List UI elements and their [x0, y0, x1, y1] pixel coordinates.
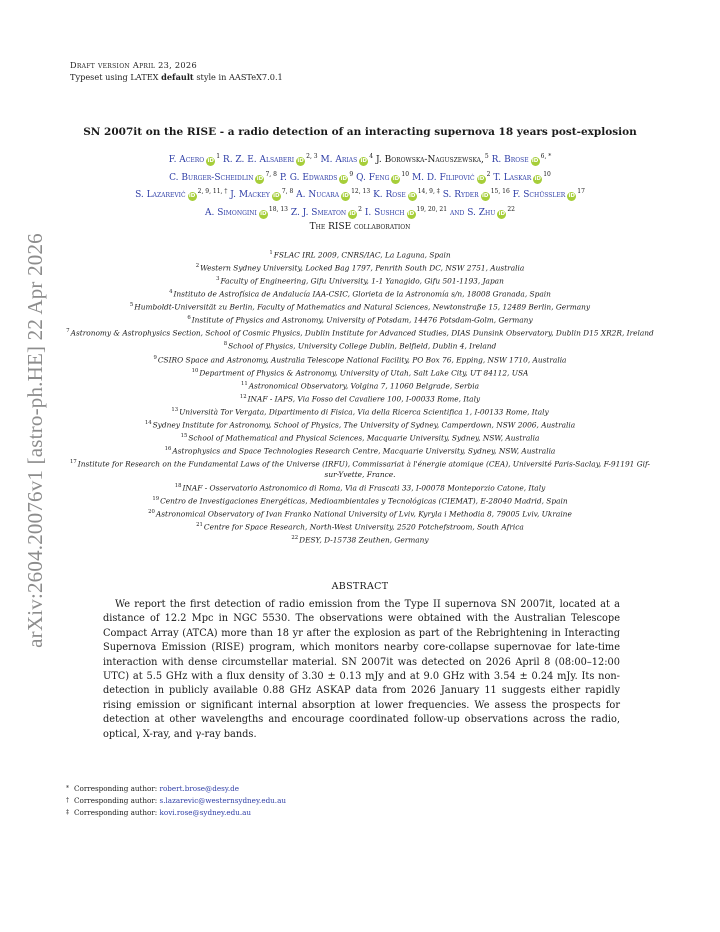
typeset-latex: ATEX	[135, 71, 159, 82]
author-line	[62, 168, 658, 186]
author-affiliation-mark: 2	[358, 205, 362, 213]
arxiv-identifier[interactable]: arXiv:2604.20076v1 [astro-ph.HE] 22 Apr 2026	[22, 232, 47, 648]
affiliation-item	[66, 418, 654, 431]
affiliation-item	[66, 507, 654, 520]
affiliation-text: Institute for Research on the Fundamental Laws of the Universe (IRFU), Commissariat à l'énergie atomique (CEA), Université Paris-Saclay, F-91191 Gif-sur-Yvette, France.	[77, 459, 650, 480]
affiliation-number: 9	[153, 354, 157, 361]
affiliation-text: Astrophysics and Space Technologies Research Centre, Macquarie University, Sydney, NSW, Australia	[172, 446, 556, 456]
orcid-icon[interactable]: iD	[481, 193, 489, 199]
affiliation-text: Astronomy & Astrophysics Section, School of Cosmic Physics, Dublin Institute for Advanced Studies, DIAS Dunsink Observatory, Dublin D15 XR2R, Ireland	[70, 328, 654, 338]
author-affiliation-mark: 14, 9, ‡	[417, 188, 440, 195]
author-name[interactable]: M. Arias	[320, 155, 358, 165]
affiliation-item	[66, 261, 654, 274]
abstract-heading: ABSTRACT	[331, 581, 389, 592]
affiliation-number: 12	[239, 393, 247, 400]
orcid-icon[interactable]: iD	[188, 193, 196, 199]
affiliation-text: Astronomical Observatory, Volgina 7, 11060 Belgrade, Serbia	[248, 381, 480, 391]
author-affiliation-mark: 1	[216, 153, 221, 160]
affiliation-text: CSIRO Space and Astronomy, Australia Telescope National Facility, PO Box 76, Epping, NSW 1710, Australia	[157, 354, 567, 364]
affiliation-number: 20	[148, 508, 155, 515]
affiliation-text: School of Mathematical and Physical Sciences, Macquarie University, Sydney, NSW, Australia	[188, 433, 540, 443]
author-affiliation-mark: 18, 13	[268, 205, 288, 213]
affiliation-item	[66, 431, 654, 444]
author-affiliation-mark: 19, 20, 21	[416, 205, 448, 213]
affiliation-text: Department of Physics & Astronomy, University of Utah, Salt Lake City, UT 84112, USA	[199, 368, 529, 378]
author-name[interactable]: M. D. Filipović	[411, 172, 475, 183]
author-name[interactable]: T. Laskar	[493, 172, 532, 183]
author-affiliation-mark: 5	[484, 153, 489, 160]
affiliation-number: 6	[187, 315, 191, 322]
affiliation-item	[66, 353, 654, 366]
affiliation-text: Centre for Space Research, North-West University, 2520 Potchefstroom, South Africa	[203, 522, 524, 532]
author-name[interactable]: F. Schüssler	[512, 190, 566, 200]
affiliation-text: Humboldt-Universität zu Berlin, Faculty of Mathematics and Natural Sciences, Newtonstraße 15, 12489 Berlin, Germany	[134, 302, 591, 312]
affiliation-number: 17	[70, 459, 77, 465]
author-name[interactable]: F. Acero	[168, 155, 205, 165]
orcid-icon[interactable]: iD	[392, 175, 400, 182]
author-affiliation-mark: 2, 9, 11, †	[197, 188, 228, 195]
affiliation-item	[66, 326, 654, 339]
author-name[interactable]: P. G. Edwards	[279, 172, 338, 183]
orcid-icon[interactable]: iD	[531, 158, 539, 164]
author-affiliation-mark: 10	[401, 170, 410, 178]
affiliation-item	[66, 520, 654, 533]
author-affiliation-mark: 10	[543, 170, 551, 178]
affiliation-item	[66, 405, 654, 418]
author-name[interactable]: and S. Zhu	[449, 207, 496, 218]
orcid-icon[interactable]: iD	[534, 175, 541, 182]
affiliation-number: 10	[191, 367, 199, 374]
collaboration-name: The RISE collaboration	[309, 222, 411, 232]
affiliation-list	[66, 248, 654, 546]
affiliation-text: Institute of Physics and Astronomy, University of Potsdam, 14476 Potsdam-Golm, Germany	[191, 315, 533, 325]
orcid-icon[interactable]: iD	[297, 158, 304, 164]
affiliation-item	[66, 366, 654, 379]
affiliation-number: 11	[240, 380, 248, 387]
affiliation-number: 14	[144, 419, 152, 426]
affiliation-text: Astronomical Observatory of Ivan Franko National University of Lviv, Kyryla i Methodia 8, 79005 Lviv, Ukraine	[155, 509, 572, 519]
footnote-label: Corresponding author:	[74, 796, 160, 805]
author-line	[62, 203, 658, 221]
affiliation-item	[66, 379, 654, 392]
typeset-bold: default	[161, 71, 194, 82]
affiliation-text: DESY, D-15738 Zeuthen, Germany	[299, 535, 429, 545]
affiliation-item	[66, 494, 654, 507]
author-affiliation-mark: 4	[369, 153, 374, 160]
orcid-icon[interactable]: iD	[260, 210, 267, 217]
affiliation-number: 21	[196, 521, 203, 528]
footnote-label: Corresponding author:	[74, 808, 160, 817]
affiliation-text: Sydney Institute for Astronomy, School of Physics, The University of Sydney, Camperdown, NSW 2006, Australia	[152, 420, 576, 430]
author-line	[62, 150, 658, 168]
orcid-icon[interactable]: iD	[340, 175, 348, 182]
affiliation-item	[66, 287, 654, 300]
author-name[interactable]: Z. J. Smeaton	[290, 207, 347, 218]
orcid-icon[interactable]: iD	[498, 210, 506, 217]
author-list	[62, 150, 658, 235]
footnote-item	[66, 795, 286, 807]
affiliation-item	[66, 274, 654, 287]
author-name[interactable]: C. Burger-Scheidlin	[169, 172, 254, 183]
arxiv-stamp	[20, 230, 50, 650]
draft-version: Draft version April 23, 2026	[70, 60, 197, 70]
author-name[interactable]: S. Ryder	[442, 190, 479, 200]
affiliation-text: Università Tor Vergata, Dipartimento di Fisica, Via della Ricerca Scientifica 1, I-00133 Rome, Italy	[179, 407, 549, 417]
orcid-icon[interactable]: iD	[407, 210, 415, 217]
affiliation-text: Faculty of Engineering, Gifu University, 1-1 Yanagido, Gifu 501-1193, Japan	[220, 276, 504, 286]
footnote-mark: *	[66, 785, 69, 792]
affiliation-item	[66, 339, 654, 352]
author-affiliation-mark: 7, 8	[265, 170, 277, 178]
affiliation-number: 1	[269, 250, 273, 256]
author-affiliation-mark: 15, 16	[490, 188, 510, 195]
affiliation-text: FSLAC IRL 2009, CNRS/IAC, La Laguna, Spain	[273, 250, 451, 260]
author-name[interactable]: S. Lazarević	[135, 190, 186, 200]
affiliation-item	[66, 481, 654, 494]
author-affiliation-mark: 12, 13	[351, 188, 371, 195]
affiliation-number: 22	[291, 534, 299, 541]
affiliation-text: INAF - IAPS, Via Fosso del Cavaliere 100, I-00033 Rome, Italy	[247, 394, 481, 404]
author-name: J. Borowska-Naguszewska,	[375, 155, 484, 165]
affiliation-text: Instituto de Astrofísica de Andalucía IAA-CSIC, Glorieta de la Astronomía s/n, 18008 Granada, Spain	[173, 289, 551, 299]
affiliation-item	[66, 457, 654, 481]
affiliation-number: 3	[216, 276, 220, 283]
typeset-suffix: style in AASTeX7.0.1	[193, 71, 283, 82]
orcid-icon[interactable]: iD	[207, 158, 214, 164]
footnote-mark: †	[66, 797, 69, 804]
affiliation-number: 7	[66, 328, 70, 335]
author-affiliation-mark: 7, 8	[281, 188, 294, 195]
abstract-text: We report the first detection of radio emission from the Type II supernova SN 2007it, located at a distance of 12.2 Mpc in NGC 5530. The observations were obtained with the Australian Telescope Compact Array (ATCA) more than 18 yr after the explosion as part of the Rebrightening in Interacting Supernova Emission (RISE) program, which monitors nearby core-collapse supernovae for late-time interaction with dense circumstellar material. SN 2007it was detected on 2026 April 8 (08:00–12:00 UTC) at 5.5 GHz with a flux density of 3.30 ± 0.13 mJy and at 9.0 GHz with 3.54 ± 0.24 mJy. Its non-detection in publicly available 0.88 GHz ASKAP data from 2026 January 11 suggests either rapidly rising emission or significant internal absorption at lower frequencies. We assess the prospects for detection at other wavelengths and encourage coordinated follow-up observations across the radio, optical, X-ray, and γ-ray bands.	[103, 599, 620, 740]
affiliation-text: School of Physics, University College Dublin, Belfield, Dublin 4, Ireland	[228, 341, 497, 351]
affiliation-number: 18	[174, 482, 182, 489]
affiliation-item	[66, 313, 654, 326]
author-name[interactable]: J. Mackey	[230, 190, 270, 200]
author-affiliation-mark: 22	[507, 205, 515, 213]
page-header	[70, 60, 283, 83]
author-name[interactable]: A. Simongini	[205, 207, 257, 218]
paper-title: SN 2007it on the RISE - a radio detection of an interacting supernova 18 years post-explosion	[83, 126, 637, 138]
author-affiliation-mark: 17	[577, 188, 585, 195]
footnote-item	[66, 783, 286, 795]
footnote-email-link[interactable]: s.lazarevic@westernsydney.edu.au	[159, 796, 287, 805]
affiliation-number: 15	[180, 432, 188, 439]
footnote-email-link[interactable]: kovi.rose@sydney.edu.au	[159, 808, 252, 817]
affiliation-item	[66, 248, 654, 261]
orcid-icon[interactable]: iD	[568, 193, 575, 199]
orcid-icon[interactable]: iD	[349, 210, 356, 217]
typeset-prefix: Typeset using L	[70, 71, 136, 82]
author-name[interactable]: R. Z. E. Alsaberi	[222, 155, 295, 165]
footnote-email-link[interactable]: robert.brose@desy.de	[159, 784, 240, 793]
footnote-list	[66, 783, 286, 819]
footnote-label: Corresponding author:	[74, 784, 160, 793]
footnote-mark: ‡	[66, 809, 69, 816]
footnote-item	[66, 807, 286, 819]
author-name[interactable]: R. Brose	[491, 155, 529, 165]
author-line	[62, 185, 658, 203]
author-name[interactable]: Q. Feng	[356, 172, 390, 183]
orcid-icon[interactable]: iD	[256, 175, 264, 182]
orcid-icon[interactable]: iD	[360, 158, 367, 164]
affiliation-item	[66, 392, 654, 405]
author-name[interactable]: A. Nucara	[296, 190, 340, 200]
author-affiliation-mark: 9	[349, 170, 354, 178]
affiliation-text: Western Sydney University, Locked Bag 1797, Penrith South DC, NSW 2751, Australia	[200, 263, 525, 273]
author-name[interactable]: I. Sushch	[364, 207, 405, 218]
affiliation-number: 8	[223, 341, 228, 348]
affiliation-item	[66, 300, 654, 313]
affiliation-text: Centro de Investigaciones Energéticas, Medioambientales y Tecnológicas (CIEMAT), E-28040 Madrid, Spain	[160, 496, 568, 506]
affiliation-number: 13	[171, 406, 179, 413]
orcid-icon[interactable]: iD	[342, 193, 349, 199]
author-affiliation-mark: 2	[486, 170, 491, 178]
author-affiliation-mark: 6, *	[540, 153, 552, 160]
affiliation-number: 2	[195, 263, 200, 270]
orcid-icon[interactable]: iD	[477, 175, 485, 182]
author-lines	[62, 150, 658, 220]
affiliation-number: 16	[164, 445, 172, 452]
affiliation-number: 5	[129, 302, 134, 309]
affiliation-number: 4	[169, 289, 173, 296]
orcid-icon[interactable]: iD	[408, 193, 416, 199]
typeset-line	[70, 72, 283, 84]
affiliation-text: INAF - Osservatorio Astronomico di Roma, Via di Frascati 33, I-00078 Monteporzio Catone, Italy	[182, 483, 546, 493]
orcid-icon[interactable]: iD	[273, 193, 280, 199]
affiliation-item	[66, 444, 654, 457]
author-affiliation-mark: 2, 3	[306, 153, 318, 160]
author-name[interactable]: K. Rose	[373, 190, 406, 200]
affiliation-number: 19	[152, 495, 160, 502]
affiliation-item	[66, 533, 654, 546]
